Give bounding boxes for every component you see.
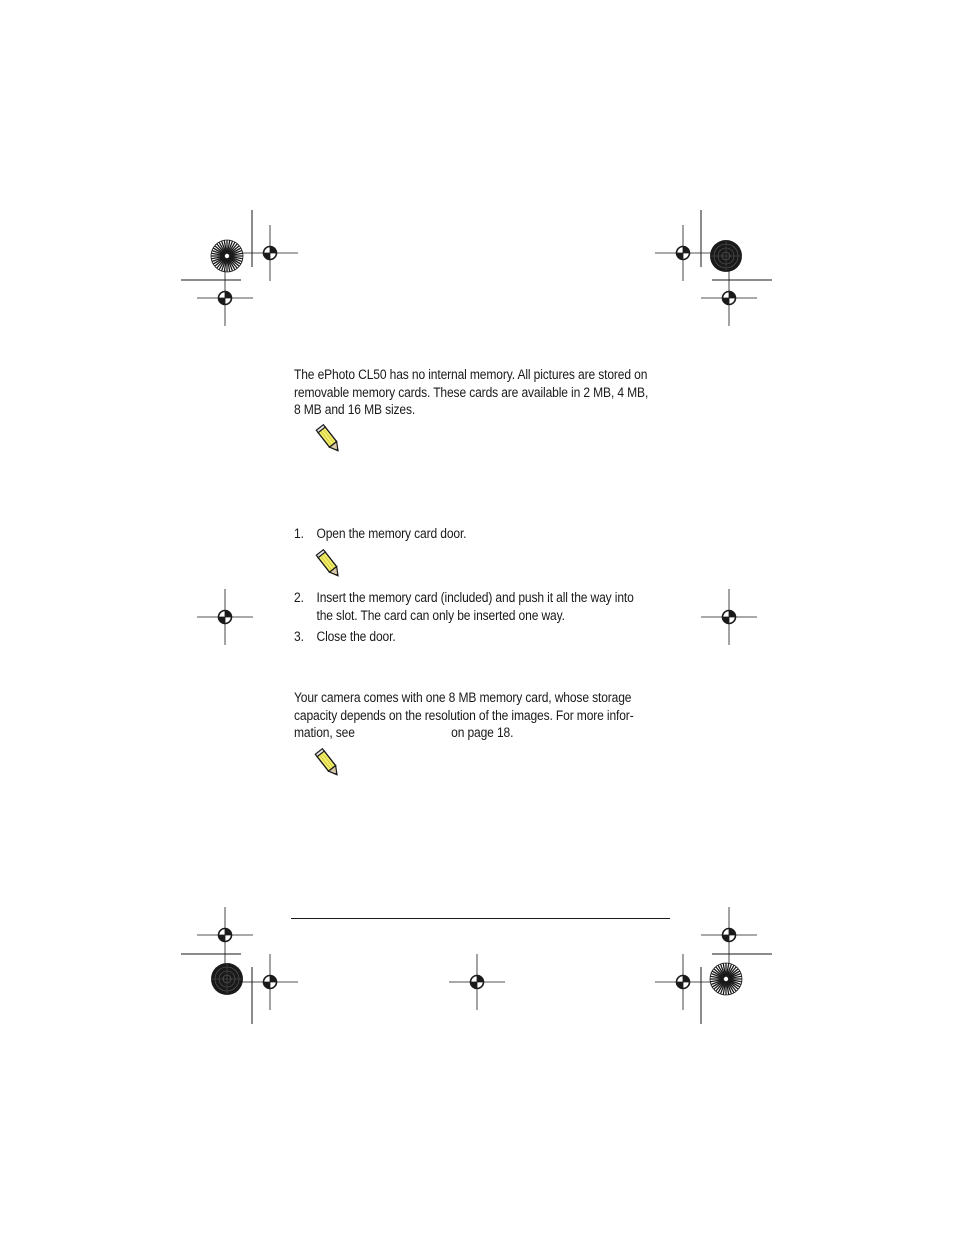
crosshair-registration-icon	[655, 225, 711, 281]
capacity-line-start: mation, see	[294, 725, 355, 740]
capacity-paragraph	[294, 689, 636, 742]
step-number: 3.	[294, 629, 304, 644]
capacity-line: capacity depends on the resolution of the images. For more infor-	[294, 707, 634, 723]
crosshair-registration-icon	[197, 270, 253, 326]
crosshair-registration-icon	[701, 270, 757, 326]
pencil-note-icon	[314, 549, 344, 581]
intro-line: The ePhoto CL50 has no internal memory. All pictures are stored on	[294, 367, 648, 382]
step-item	[294, 525, 466, 543]
step-text: Close the door.	[316, 629, 396, 644]
footer-rule	[291, 918, 670, 919]
crosshair-registration-icon	[701, 907, 757, 963]
step-item	[294, 628, 396, 646]
step-number: 1.	[294, 526, 304, 541]
crosshair-registration-icon	[701, 589, 757, 645]
step-text: Open the memory card door.	[316, 526, 467, 541]
starburst-target-icon	[710, 240, 742, 272]
intro-paragraph	[294, 366, 649, 419]
capacity-line: Your camera comes with one 8 MB memory card, whose storage	[294, 690, 632, 705]
crosshair-registration-icon	[449, 954, 505, 1010]
step-number: 2.	[294, 590, 304, 605]
starburst-target-icon	[211, 963, 243, 995]
step-text: the slot. The card can only be inserted one way.	[316, 607, 565, 623]
starburst-target-icon	[710, 963, 742, 995]
crosshair-registration-icon	[242, 225, 298, 281]
step-text: Insert the memory card (included) and push it all the way into	[316, 590, 634, 605]
crosshair-registration-icon	[197, 907, 253, 963]
crosshair-registration-icon	[197, 589, 253, 645]
pencil-note-icon	[313, 748, 343, 780]
intro-line: 8 MB and 16 MB sizes.	[294, 402, 416, 417]
crosshair-registration-icon	[655, 954, 711, 1010]
intro-line: removable memory cards. These cards are available in 2 MB, 4 MB,	[294, 384, 649, 400]
starburst-target-icon	[211, 240, 243, 272]
crosshair-registration-icon	[242, 954, 298, 1010]
capacity-line-end: on page 18.	[451, 725, 514, 740]
pencil-note-icon	[314, 424, 344, 456]
step-item	[294, 589, 634, 624]
